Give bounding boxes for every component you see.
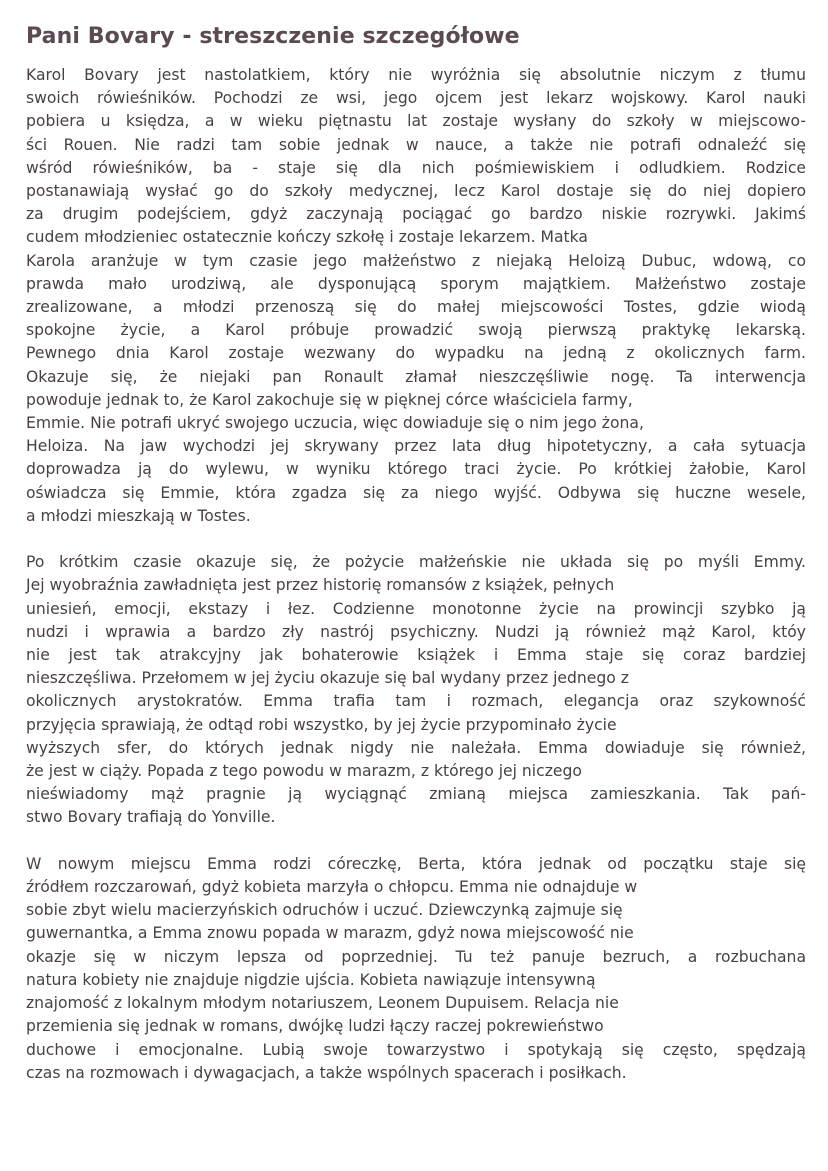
text-line: nieszczęśliwa. Przełomem w jej życiu okazuje się bal wydany przez jednego z: [26, 669, 629, 688]
text-line: uniesień, emocji, ekstazy i łez. Codzienne monotonne życie na prowincji szybko ją: [26, 599, 806, 618]
page-title: Pani Bovary - streszczenie szczegółowe: [26, 24, 520, 49]
text-line: duchowe i emocjonalne. Lubią swoje towarzystwo i spotykają się często, spędzają: [26, 1040, 806, 1059]
text-line: postanawiają wysłać go do szkoły medycznej, lecz Karol dostaje się do niej dopiero: [26, 182, 806, 201]
text-line: przyjęcia sprawiają, że odtąd robi wszystko, by jej życie przypominało życie: [26, 715, 617, 734]
text-line: Emmie. Nie potrafi ukryć swojego uczucia, więc dowiaduje się o nim jego żona,: [26, 414, 644, 433]
text-line: swoich rówieśników. Pochodzi ze wsi, jego ojcem jest lekarz wojskowy. Karol nauki: [26, 89, 806, 108]
text-line: a młodzi mieszkają w Tostes.: [26, 506, 251, 525]
paragraph: [26, 64, 806, 528]
text-line: W nowym miejscu Emma rodzi córeczkę, Berta, która jednak od początku staje się: [26, 854, 806, 873]
text-line: prawda mało urodziwą, ale dysponującą sporym majątkiem. Małżeństwo zostaje: [26, 274, 806, 293]
text-line: natura kobiety nie znajduje nigdzie ujścia. Kobieta nawiązuje intensywną: [26, 970, 596, 989]
text-line: Okazuje się, że niejaki pan Ronault złamał nieszczęśliwie nogę. Ta interwencja: [26, 367, 806, 386]
text-line: za drugim podejściem, gdyż zaczynają pociągać go bardzo niskie rozrywki. Jakimś: [26, 205, 806, 224]
text-line: stwo Bovary trafiają do Yonville.: [26, 808, 276, 827]
paragraph: [26, 853, 806, 1085]
text-line: doprowadza ją do wylewu, w wyniku którego traci życie. Po krótkiej żałobie, Karol: [26, 460, 806, 479]
text-line: Jej wyobraźnia zawładnięta jest przez historię romansów z książek, pełnych: [26, 576, 615, 595]
paragraph-gap: [26, 528, 806, 551]
text-line: okolicznych arystokratów. Emma trafia tam i rozmach, elegancja oraz szykowność: [26, 692, 806, 711]
text-line: nieświadomy mąż pragnie ją wyciągnąć zmianą miejsca zamieszkania. Tak pań-: [26, 785, 806, 804]
text-line: guwernantka, a Emma znowu popada w marazm, gdyż nowa miejscowość nie: [26, 924, 634, 943]
text-line: nudzi i wprawia a bardzo zły nastrój psychiczny. Nudzi ją również mąż Karol, któy: [26, 622, 806, 641]
text-line: znajomość z lokalnym młodym notariuszem, Leonem Dupuisem. Relacja nie: [26, 994, 619, 1013]
article-body: [26, 64, 806, 1085]
text-line: Heloiza. Na jaw wychodzi jej skrywany przez lata dług hipotetyczny, a cała sytuacja: [26, 437, 806, 456]
text-line: Karola aranżuje w tym czasie jego małżeństwo z niejaką Heloizą Dubuc, wdową, co: [26, 251, 806, 270]
text-line: przemienia się jednak w romans, dwójkę ludzi łączy raczej pokrewieństwo: [26, 1017, 604, 1036]
text-line: zrealizowane, a młodzi przenoszą się do małej miejscowości Tostes, gdzie wiodą: [26, 298, 806, 317]
text-line: Pewnego dnia Karol zostaje wezwany do wypadku na jedną z okolicznych farm.: [26, 344, 806, 363]
text-line: cudem młodzieniec ostatecznie kończy szkołę i zostaje lekarzem. Matka: [26, 228, 588, 247]
text-line: Po krótkim czasie okazuje się, że pożycie małżeńskie nie układa się po myśli Emmy.: [26, 553, 806, 572]
article: [26, 22, 806, 1085]
text-line: Karol Bovary jest nastolatkiem, który nie wyróżnia się absolutnie niczym z tłumu: [26, 66, 806, 84]
text-line: okazje się w niczym lepsza od poprzedniej. Tu też panuje bezruch, a rozbuchana: [26, 947, 806, 966]
text-line: wśród rówieśników, ba - staje się dla nich pośmiewiskiem i odludkiem. Rodzice: [26, 158, 806, 177]
text-line: pobiera u księdza, a w wieku piętnastu lat zostaje wysłany do szkoły w miejscowo-: [26, 112, 806, 131]
text-line: powoduje jednak to, że Karol zakochuje się w pięknej córce właściciela farmy,: [26, 390, 633, 409]
text-line: spokojne życie, a Karol próbuje prowadzić swoją pierwszą praktykę lekarską.: [26, 321, 806, 340]
paragraph: [26, 551, 806, 829]
text-line: nie jest tak atrakcyjny jak bohaterowie książek i Emma staje się coraz bardziej: [26, 646, 806, 665]
paragraph-gap: [26, 830, 806, 853]
text-line: wyższych sfer, do których jednak nigdy nie należała. Emma dowiaduje się również,: [26, 738, 806, 757]
text-line: czas na rozmowach i dywagacjach, a także wspólnych spacerach i posiłkach.: [26, 1063, 627, 1082]
text-line: ści Rouen. Nie radzi tam sobie jednak w nauce, a także nie potrafi odnaleźć się: [26, 135, 806, 154]
text-line: oświadcza się Emmie, która zgadza się za niego wyjść. Odbywa się huczne wesele,: [26, 483, 806, 502]
text-line: źródłem rozczarowań, gdyż kobieta marzyła o chłopcu. Emma nie odnajduje w: [26, 878, 638, 897]
text-line: sobie zbyt wielu macierzyńskich odruchów i uczuć. Dziewczynką zajmuje się: [26, 901, 623, 920]
text-line: że jest w ciąży. Popada z tego powodu w marazm, z którego jej niczego: [26, 762, 582, 781]
